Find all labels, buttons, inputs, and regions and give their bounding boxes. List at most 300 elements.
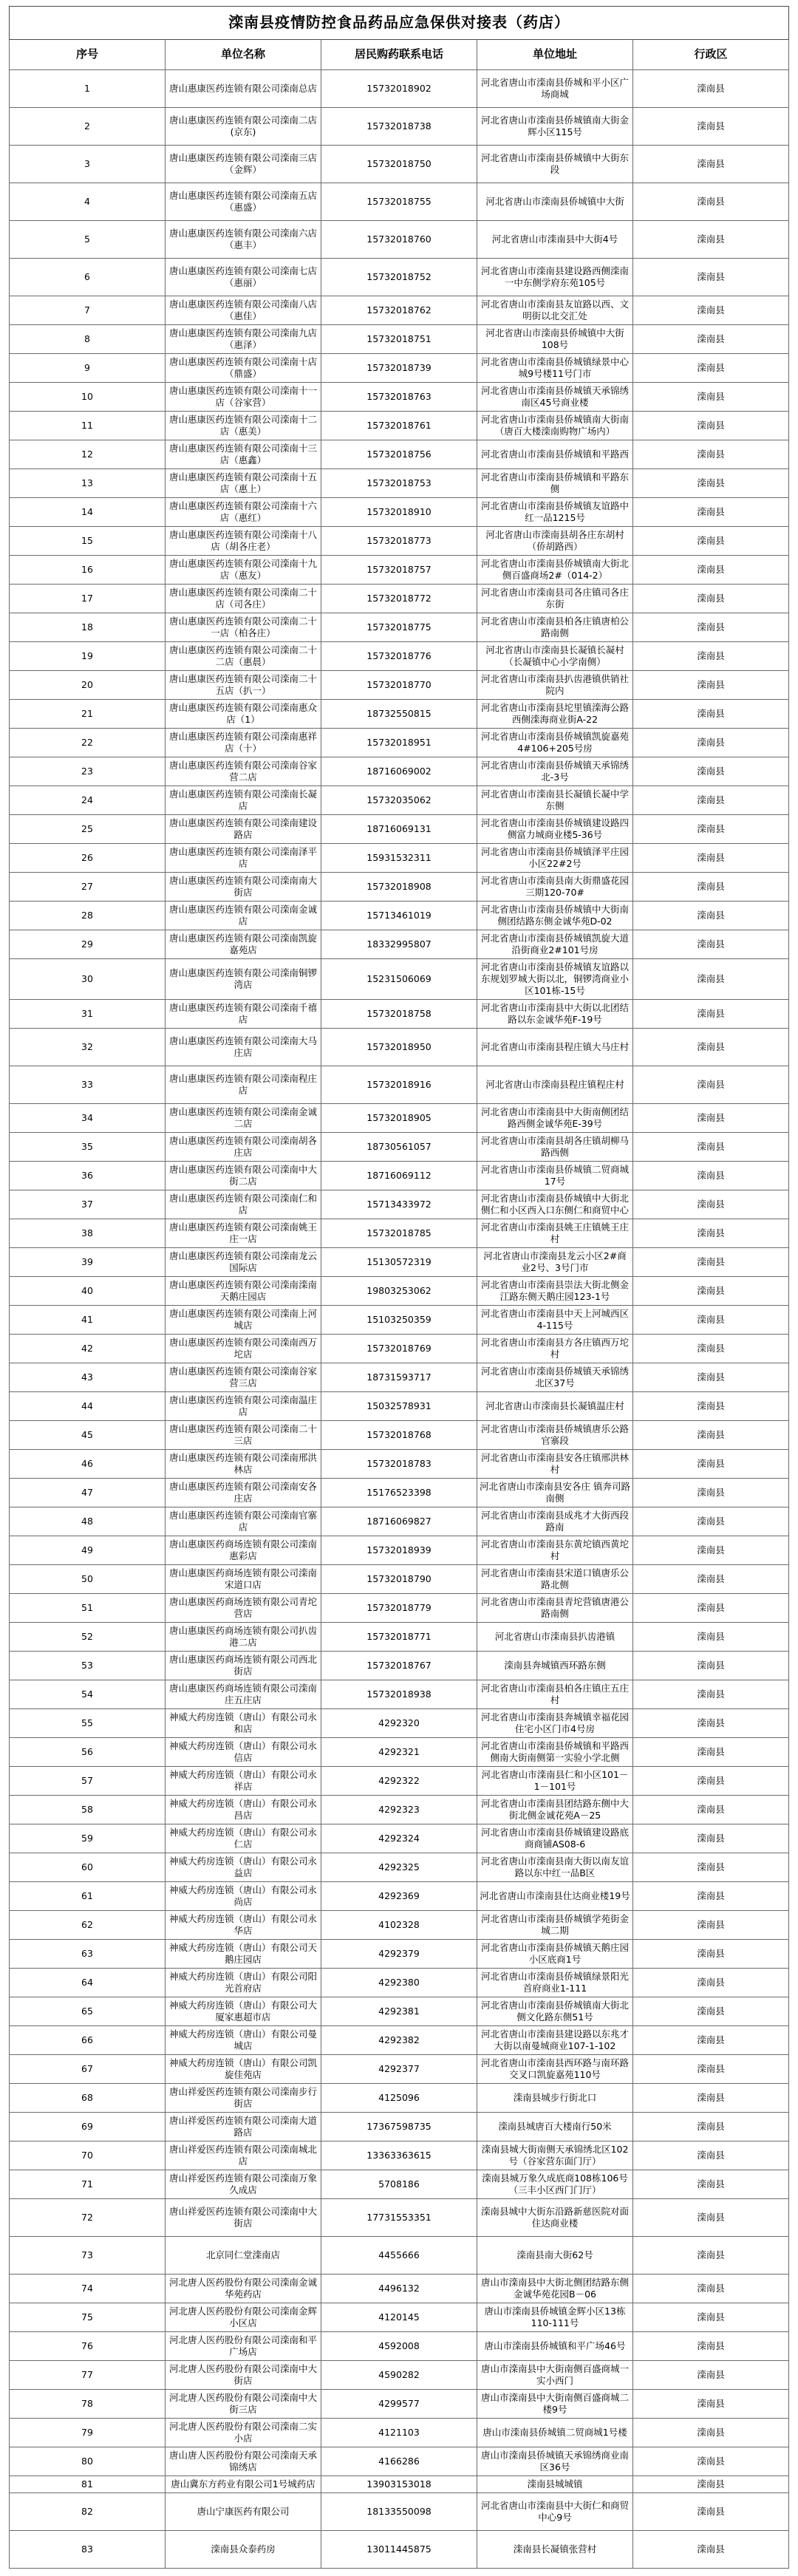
cell-district: 滦南县 (633, 1277, 789, 1306)
cell-unit-name: 唐山惠康医药连锁有限公司滦南二十五店（扒一） (166, 671, 321, 700)
cell-unit-name: 唐山惠康医药连锁有限公司滦南十店（鼎盛） (166, 354, 321, 383)
cell-index: 19 (10, 642, 166, 671)
cell-unit-name: 神威大药房连锁（唐山）有限公司大厦家惠超市店 (166, 1997, 321, 2026)
cell-unit-name: 河北唐人医药股份有限公司滦南和平广场店 (166, 2332, 321, 2361)
cell-unit-name: 神威大药房连锁（唐山）有限公司永昌店 (166, 1796, 321, 1824)
cell-phone: 15732018762 (321, 296, 477, 325)
cell-address: 河北省唐山市滦南县宋道口镇唐乐公路北侧 (477, 1565, 633, 1594)
cell-district: 滦南县 (633, 1479, 789, 1507)
cell-district: 滦南县 (633, 556, 789, 585)
cell-index: 39 (10, 1248, 166, 1277)
table-row (10, 873, 789, 902)
cell-district: 滦南县 (633, 757, 789, 786)
table-row (10, 1392, 789, 1421)
cell-unit-name: 唐山祥爱医药连锁有限公司滦南步行街店 (166, 2084, 321, 2113)
cell-unit-name: 北京同仁堂滦南店 (166, 2237, 321, 2275)
cell-address: 河北省唐山市滦南县侨城镇学苑街金城二期 (477, 1911, 633, 1940)
cell-unit-name: 唐山惠康医药连锁有限公司滦南泽平店 (166, 844, 321, 873)
cell-unit-name: 唐山惠康医药连锁有限公司滦南十三店（惠鑫） (166, 440, 321, 469)
cell-phone: 15732018938 (321, 1680, 477, 1709)
cell-index: 17 (10, 585, 166, 613)
cell-phone: 4292382 (321, 2026, 477, 2055)
cell-phone: 15732018776 (321, 642, 477, 671)
cell-address: 河北省唐山市滦南县中大街仁和商贸中心9号 (477, 2493, 633, 2531)
cell-address: 河北省唐山市滦南县侨城镇南大街北侧文化路东侧51号 (477, 1997, 633, 2026)
cell-index: 1 (10, 70, 166, 108)
cell-unit-name: 河北唐人医药股份有限公司滦南金诚华苑药店 (166, 2275, 321, 2303)
cell-unit-name: 唐山祥爱医药连锁有限公司滦南城北店 (166, 2141, 321, 2170)
cell-district: 滦南县 (633, 412, 789, 440)
table-row (10, 1277, 789, 1306)
cell-phone: 5708186 (321, 2170, 477, 2199)
cell-address: 河北省唐山市滦南县中大街4号 (477, 221, 633, 259)
cell-unit-name: 河北唐人医药股份有限公司滦南中大街店 (166, 2361, 321, 2390)
cell-district: 滦南县 (633, 1450, 789, 1479)
cell-index: 20 (10, 671, 166, 700)
cell-unit-name: 唐山惠康医药连锁有限公司滦南十一店（谷家营） (166, 383, 321, 412)
cell-address: 河北省唐山市滦南县仕达商业楼19号 (477, 1882, 633, 1911)
cell-index: 77 (10, 2361, 166, 2390)
cell-phone: 18332995807 (321, 930, 477, 959)
cell-index: 37 (10, 1190, 166, 1219)
cell-district: 滦南县 (633, 959, 789, 1000)
cell-index: 2 (10, 108, 166, 146)
cell-unit-name: 唐山惠康医药商场连锁有限公司西北街店 (166, 1652, 321, 1680)
cell-address: 河北省唐山市滦南县安各庄镇邢洪林村 (477, 1450, 633, 1479)
cell-district: 滦南县 (633, 354, 789, 383)
cell-unit-name: 唐山惠康医药商场连锁有限公司滦南庄五庄店 (166, 1680, 321, 1709)
cell-address: 唐山市滦南县侨城镇二贸商城1号楼 (477, 2419, 633, 2447)
table-row (10, 902, 789, 930)
cell-unit-name: 河北唐人医药股份有限公司滦南中大街三店 (166, 2390, 321, 2419)
cell-district: 滦南县 (633, 1190, 789, 1219)
cell-unit-name: 唐山惠康医药连锁有限公司滦南八店（惠佳） (166, 296, 321, 325)
cell-address: 河北省唐山市滦南县侨城镇天承锦绣南区45号商业楼 (477, 383, 633, 412)
cell-phone: 15713461019 (321, 902, 477, 930)
cell-address: 河北省唐山市滦南县胡各庄镇胡柳马路西侧 (477, 1133, 633, 1162)
cell-index: 73 (10, 2237, 166, 2275)
cell-unit-name: 唐山惠康医药连锁有限公司滦南仁和店 (166, 1190, 321, 1219)
table-row (10, 354, 789, 383)
cell-district: 滦南县 (633, 1796, 789, 1824)
table-row (10, 383, 789, 412)
cell-address: 河北省唐山市滦南县建设路以东兆才大街以南曼城商业107-1-102 (477, 2026, 633, 2055)
cell-address: 河北省唐山市滦南县长凝镇长凝村（长凝镇中心小学南侧） (477, 642, 633, 671)
table-row (10, 1969, 789, 1997)
cell-phone: 15032578931 (321, 1392, 477, 1421)
table-row (10, 498, 789, 527)
cell-phone: 15732018750 (321, 146, 477, 183)
cell-address: 河北省唐山市滦南县长凝镇温庄村 (477, 1392, 633, 1421)
cell-phone: 15732018785 (321, 1219, 477, 1248)
cell-index: 5 (10, 221, 166, 259)
cell-unit-name: 神威大药房连锁（唐山）有限公司永尚店 (166, 1882, 321, 1911)
cell-phone: 15732018763 (321, 383, 477, 412)
cell-district: 滦南县 (633, 2447, 789, 2476)
cell-phone: 4590282 (321, 2361, 477, 2390)
cell-index: 66 (10, 2026, 166, 2055)
table-row (10, 2199, 789, 2237)
cell-address: 河北省唐山市滦南县成兆才大街西段路南 (477, 1507, 633, 1536)
table-row (10, 2303, 789, 2332)
cell-address: 唐山市滦南县侨城镇天承锦绣商业南区36号 (477, 2447, 633, 2476)
cell-unit-name: 唐山惠康医药连锁有限公司滦南凯旋嘉苑店 (166, 930, 321, 959)
cell-district: 滦南县 (633, 1911, 789, 1940)
cell-phone: 15732018770 (321, 671, 477, 700)
cell-phone: 15713433972 (321, 1190, 477, 1219)
cell-address: 唐山市滦南县侨城镇和平广场46号 (477, 2332, 633, 2361)
cell-phone: 15732018790 (321, 1565, 477, 1594)
cell-district: 滦南县 (633, 585, 789, 613)
cell-unit-name: 唐山惠康医药连锁有限公司滦南程庄店 (166, 1066, 321, 1104)
cell-district: 滦南县 (633, 729, 789, 757)
cell-district: 滦南县 (633, 1248, 789, 1277)
cell-district: 滦南县 (633, 1219, 789, 1248)
cell-address: 河北省唐山市滦南县仁和小区101－1－101号 (477, 1767, 633, 1796)
cell-address: 河北省唐山市滦南县侨城镇凯旋嘉苑4#106+205号房 (477, 729, 633, 757)
table-row (10, 1680, 789, 1709)
cell-district: 滦南县 (633, 2026, 789, 2055)
cell-unit-name: 唐山惠康医药连锁有限公司滦南六店（惠丰） (166, 221, 321, 259)
cell-district: 滦南县 (633, 2055, 789, 2084)
cell-district: 滦南县 (633, 1767, 789, 1796)
table-row (10, 2084, 789, 2113)
cell-address: 滦南县奔城镇西环路东侧 (477, 1652, 633, 1680)
cell-unit-name: 唐山祥爱医药连锁有限公司滦南中大街店 (166, 2199, 321, 2237)
cell-district: 滦南县 (633, 1738, 789, 1767)
table-row (10, 815, 789, 844)
cell-unit-name: 唐山惠康医药连锁有限公司滦南二十一店（柏各庄） (166, 613, 321, 642)
cell-phone: 15732018758 (321, 1000, 477, 1029)
cell-district: 滦南县 (633, 642, 789, 671)
cell-phone: 4292325 (321, 1853, 477, 1882)
cell-district: 滦南县 (633, 1594, 789, 1623)
cell-index: 65 (10, 1997, 166, 2026)
cell-district: 滦南县 (633, 2170, 789, 2199)
cell-phone: 15130572319 (321, 1248, 477, 1277)
cell-address: 河北省唐山市滦南县侨城镇天承锦绣北区37号 (477, 1363, 633, 1392)
cell-address: 河北省唐山市滦南县友谊路以西、文明街以北交汇处 (477, 296, 633, 325)
table-row (10, 1479, 789, 1507)
cell-index: 59 (10, 1824, 166, 1853)
table-row (10, 1000, 789, 1029)
cell-address: 河北省唐山市滦南县程庄镇程庄村 (477, 1066, 633, 1104)
cell-district: 滦南县 (633, 1652, 789, 1680)
cell-district: 滦南县 (633, 700, 789, 729)
cell-index: 26 (10, 844, 166, 873)
cell-unit-name: 唐山惠康医药连锁有限公司滦南二十二店（惠晨） (166, 642, 321, 671)
table-row (10, 1133, 789, 1162)
cell-index: 14 (10, 498, 166, 527)
table-row (10, 1623, 789, 1652)
cell-index: 40 (10, 1277, 166, 1306)
cell-index: 71 (10, 2170, 166, 2199)
cell-district: 滦南县 (633, 1623, 789, 1652)
cell-phone: 4292323 (321, 1796, 477, 1824)
cell-unit-name: 神威大药房连锁（唐山）有限公司曼城店 (166, 2026, 321, 2055)
cell-phone: 15732018771 (321, 1623, 477, 1652)
cell-address: 河北省唐山市滦南县扒齿港镇 (477, 1623, 633, 1652)
cell-phone: 15732018905 (321, 1104, 477, 1133)
table-row (10, 1450, 789, 1479)
cell-index: 69 (10, 2113, 166, 2141)
cell-index: 61 (10, 1882, 166, 1911)
cell-phone: 15231506069 (321, 959, 477, 1000)
cell-district: 滦南县 (633, 183, 789, 221)
table-row (10, 1066, 789, 1104)
cell-address: 滦南县城中大街东沿路新慈医院对面住达商业楼 (477, 2199, 633, 2237)
cell-unit-name: 唐山惠康医药商场连锁有限公司扒齿港二店 (166, 1623, 321, 1652)
cell-address: 河北省唐山市滦南县南大街以南友谊路以东中红一品B区 (477, 1853, 633, 1882)
table-row (10, 930, 789, 959)
table-row (10, 2493, 789, 2531)
cell-phone: 15732018773 (321, 527, 477, 556)
cell-phone: 4292377 (321, 2055, 477, 2084)
cell-index: 63 (10, 1940, 166, 1969)
cell-district: 滦南县 (633, 440, 789, 469)
cell-district: 滦南县 (633, 902, 789, 930)
cell-district: 滦南县 (633, 1997, 789, 2026)
cell-district: 滦南县 (633, 1363, 789, 1392)
column-header-address: 单位地址 (477, 40, 633, 70)
table-row (10, 2275, 789, 2303)
cell-unit-name: 河北唐人医药股份有限公司滦南二实小店 (166, 2419, 321, 2447)
cell-district: 滦南县 (633, 259, 789, 296)
cell-index: 36 (10, 1162, 166, 1190)
cell-district: 滦南县 (633, 2476, 789, 2493)
cell-address: 唐山市滦南县中大街南侧百盛商城一实小西门 (477, 2361, 633, 2390)
table-row (10, 2419, 789, 2447)
cell-address: 唐山市滦南县侨城镇金辉小区13栋110-111号 (477, 2303, 633, 2332)
cell-phone: 4292381 (321, 1997, 477, 2026)
cell-phone: 18716069112 (321, 1162, 477, 1190)
cell-phone: 4292324 (321, 1824, 477, 1853)
cell-unit-name: 唐山惠康医药连锁有限公司滦南谷家营三店 (166, 1363, 321, 1392)
table-row (10, 2055, 789, 2084)
table-row (10, 1507, 789, 1536)
table-row (10, 2237, 789, 2275)
cell-unit-name: 唐山惠康医药连锁有限公司滦南五店（惠盛） (166, 183, 321, 221)
cell-district: 滦南县 (633, 1853, 789, 1882)
cell-phone: 15732018939 (321, 1536, 477, 1565)
cell-address: 河北省唐山市滦南县西环路与南环路交叉口凯旋嘉苑110号 (477, 2055, 633, 2084)
cell-address: 滦南县城大街南侧天承锦绣北区102号（谷家营东面门厅） (477, 2141, 633, 2170)
cell-address: 河北省唐山市滦南县团结路东侧中大街北侧金诚花苑A－25 (477, 1796, 633, 1824)
cell-unit-name: 神威大药房连锁（唐山）有限公司永仁店 (166, 1824, 321, 1853)
page-title: 滦南县疫情防控食品药品应急保供对接表（药店） (10, 7, 789, 40)
cell-index: 10 (10, 383, 166, 412)
cell-address: 河北省唐山市滦南县侨城镇南大街南（唐百大楼滦南购物广场内） (477, 412, 633, 440)
cell-index: 3 (10, 146, 166, 183)
cell-phone: 15732018751 (321, 325, 477, 354)
cell-unit-name: 唐山惠康医药连锁有限公司滦南千禧店 (166, 1000, 321, 1029)
cell-district: 滦南县 (633, 1104, 789, 1133)
cell-unit-name: 唐山惠康医药连锁有限公司滦南邢洪林店 (166, 1450, 321, 1479)
cell-phone: 18133550098 (321, 2493, 477, 2531)
cell-address: 河北省唐山市滦南县司各庄镇司各庄东街 (477, 585, 633, 613)
table-row (10, 1104, 789, 1133)
cell-address: 河北省唐山市滦南县胡各庄东胡村（侨胡路西） (477, 527, 633, 556)
cell-unit-name: 唐山惠康医药连锁有限公司滦南金诚二店 (166, 1104, 321, 1133)
table-row (10, 1882, 789, 1911)
cell-index: 45 (10, 1421, 166, 1450)
cell-phone: 18716069827 (321, 1507, 477, 1536)
cell-district: 滦南县 (633, 1882, 789, 1911)
cell-phone: 13363363615 (321, 2141, 477, 2170)
cell-index: 38 (10, 1219, 166, 1248)
table-row (10, 1421, 789, 1450)
cell-district: 滦南县 (633, 1565, 789, 1594)
table-row (10, 527, 789, 556)
cell-index: 21 (10, 700, 166, 729)
cell-unit-name: 唐山惠康医药连锁有限公司滦南长凝店 (166, 786, 321, 815)
cell-phone: 17731553351 (321, 2199, 477, 2237)
cell-index: 32 (10, 1029, 166, 1066)
cell-phone: 15732018772 (321, 585, 477, 613)
cell-phone: 18730561057 (321, 1133, 477, 1162)
cell-unit-name: 神威大药房连锁（唐山）有限公司天鹅庄园店 (166, 1940, 321, 1969)
table-row (10, 642, 789, 671)
cell-phone: 19803253062 (321, 1277, 477, 1306)
cell-phone: 15732018908 (321, 873, 477, 902)
cell-index: 8 (10, 325, 166, 354)
cell-address: 河北省唐山市滦南县侨城镇绿景阳光首府商业1-111 (477, 1969, 633, 1997)
cell-index: 62 (10, 1911, 166, 1940)
cell-index: 81 (10, 2476, 166, 2493)
cell-index: 24 (10, 786, 166, 815)
cell-index: 28 (10, 902, 166, 930)
cell-phone: 15732018739 (321, 354, 477, 383)
cell-district: 滦南县 (633, 469, 789, 498)
table-row (10, 700, 789, 729)
cell-index: 42 (10, 1335, 166, 1363)
cell-unit-name: 唐山惠康医药连锁有限公司滦南温庄店 (166, 1392, 321, 1421)
cell-phone: 15732018767 (321, 1652, 477, 1680)
table-row (10, 786, 789, 815)
cell-unit-name: 神威大药房连锁（唐山）有限公司永华店 (166, 1911, 321, 1940)
cell-address: 滦南县城城镇 (477, 2476, 633, 2493)
cell-district: 滦南县 (633, 2361, 789, 2390)
cell-phone: 18731593717 (321, 1363, 477, 1392)
cell-unit-name: 唐山惠康医药连锁有限公司滦南二十店（司各庄） (166, 585, 321, 613)
cell-unit-name: 唐山惠康医药连锁有限公司滦南龙云国际店 (166, 1248, 321, 1277)
cell-district: 滦南县 (633, 815, 789, 844)
cell-address: 河北省唐山市滦南县中大街以北团结路以东金诚华苑F-19号 (477, 1000, 633, 1029)
table-header-row (10, 40, 789, 70)
cell-phone: 15732018775 (321, 613, 477, 642)
cell-address: 河北省唐山市滦南县侨城镇和平路西侧南大街南侧第一实验小学北侧 (477, 1738, 633, 1767)
cell-unit-name: 唐山惠康医药连锁有限公司滦南官寨店 (166, 1507, 321, 1536)
cell-unit-name: 唐山惠康医药连锁有限公司滦南胡各庄店 (166, 1133, 321, 1162)
cell-district: 滦南县 (633, 2493, 789, 2531)
cell-phone: 4496132 (321, 2275, 477, 2303)
cell-index: 58 (10, 1796, 166, 1824)
cell-address: 河北省唐山市滦南县侨城镇中大街南侧团结路东侧金诚华苑D-02 (477, 902, 633, 930)
column-header-phone: 居民购药联系电话 (321, 40, 477, 70)
cell-district: 滦南县 (633, 2084, 789, 2113)
pharmacy-supply-table (9, 6, 789, 2569)
table-row (10, 1940, 789, 1969)
cell-phone: 13903153018 (321, 2476, 477, 2493)
table-row (10, 2476, 789, 2493)
cell-index: 34 (10, 1104, 166, 1133)
cell-district: 滦南县 (633, 1940, 789, 1969)
cell-phone: 15732018769 (321, 1335, 477, 1363)
table-row (10, 1824, 789, 1853)
cell-index: 70 (10, 2141, 166, 2170)
cell-index: 68 (10, 2084, 166, 2113)
table-title-row (10, 7, 789, 40)
cell-phone: 15732018752 (321, 259, 477, 296)
cell-index: 29 (10, 930, 166, 959)
cell-index: 11 (10, 412, 166, 440)
cell-phone: 4292380 (321, 1969, 477, 1997)
cell-district: 滦南县 (633, 1133, 789, 1162)
table-row (10, 1335, 789, 1363)
cell-unit-name: 神威大药房连锁（唐山）有限公司阳光首府店 (166, 1969, 321, 1997)
cell-district: 滦南县 (633, 2199, 789, 2237)
cell-phone: 15732018779 (321, 1594, 477, 1623)
cell-unit-name: 神威大药房连锁（唐山）有限公司永益店 (166, 1853, 321, 1882)
cell-address: 河北省唐山市滦南县安各庄 镇奔司路南侧 (477, 1479, 633, 1507)
cell-phone: 4292320 (321, 1709, 477, 1738)
cell-unit-name: 唐山祥爱医药连锁有限公司滦南万象久成店 (166, 2170, 321, 2199)
cell-unit-name: 唐山惠康医药连锁有限公司滦南十六店（惠红） (166, 498, 321, 527)
cell-district: 滦南县 (633, 1335, 789, 1363)
cell-index: 30 (10, 959, 166, 1000)
cell-index: 47 (10, 1479, 166, 1507)
cell-address: 河北省唐山市滦南县侨城镇中大街东段 (477, 146, 633, 183)
cell-index: 64 (10, 1969, 166, 1997)
cell-unit-name: 唐山惠康医药连锁有限公司滦南十二店（惠美） (166, 412, 321, 440)
cell-district: 滦南县 (633, 2141, 789, 2170)
cell-phone: 15732018916 (321, 1066, 477, 1104)
table-row (10, 108, 789, 146)
cell-index: 35 (10, 1133, 166, 1162)
cell-district: 滦南县 (633, 527, 789, 556)
column-header-district: 行政区 (633, 40, 789, 70)
cell-district: 滦南县 (633, 613, 789, 642)
cell-address: 唐山市滦南县中大街南侧百盛商城二楼9号 (477, 2390, 633, 2419)
cell-index: 12 (10, 440, 166, 469)
cell-phone: 4292369 (321, 1882, 477, 1911)
cell-index: 67 (10, 2055, 166, 2084)
cell-unit-name: 唐山惠康医药商场连锁有限公司滦南惠彩店 (166, 1536, 321, 1565)
cell-unit-name: 唐山惠康医药连锁有限公司滦南十八店（胡各庄老） (166, 527, 321, 556)
cell-phone: 15732018738 (321, 108, 477, 146)
cell-index: 53 (10, 1652, 166, 1680)
cell-phone: 15732018768 (321, 1421, 477, 1450)
cell-phone: 4299577 (321, 2390, 477, 2419)
table-row (10, 1853, 789, 1882)
table-body (10, 7, 789, 2569)
cell-district: 滦南县 (633, 1969, 789, 1997)
table-row (10, 585, 789, 613)
cell-index: 74 (10, 2275, 166, 2303)
cell-unit-name: 神威大药房连锁（唐山）有限公司永信店 (166, 1738, 321, 1767)
cell-address: 河北省唐山市滦南县侨城镇天承锦绣北-3号 (477, 757, 633, 786)
cell-phone: 15732018760 (321, 221, 477, 259)
cell-index: 72 (10, 2199, 166, 2237)
cell-phone: 13011445875 (321, 2531, 477, 2569)
cell-index: 48 (10, 1507, 166, 1536)
cell-unit-name: 唐山惠康医药连锁有限公司滦南上河城店 (166, 1306, 321, 1335)
cell-index: 7 (10, 296, 166, 325)
cell-address: 滦南县城唐百大楼南行50米 (477, 2113, 633, 2141)
cell-unit-name: 唐山惠康医药连锁有限公司滦南三店（金辉） (166, 146, 321, 183)
cell-district: 滦南县 (633, 1066, 789, 1104)
cell-unit-name: 唐山惠康医药连锁有限公司滦南七店（惠丽） (166, 259, 321, 296)
